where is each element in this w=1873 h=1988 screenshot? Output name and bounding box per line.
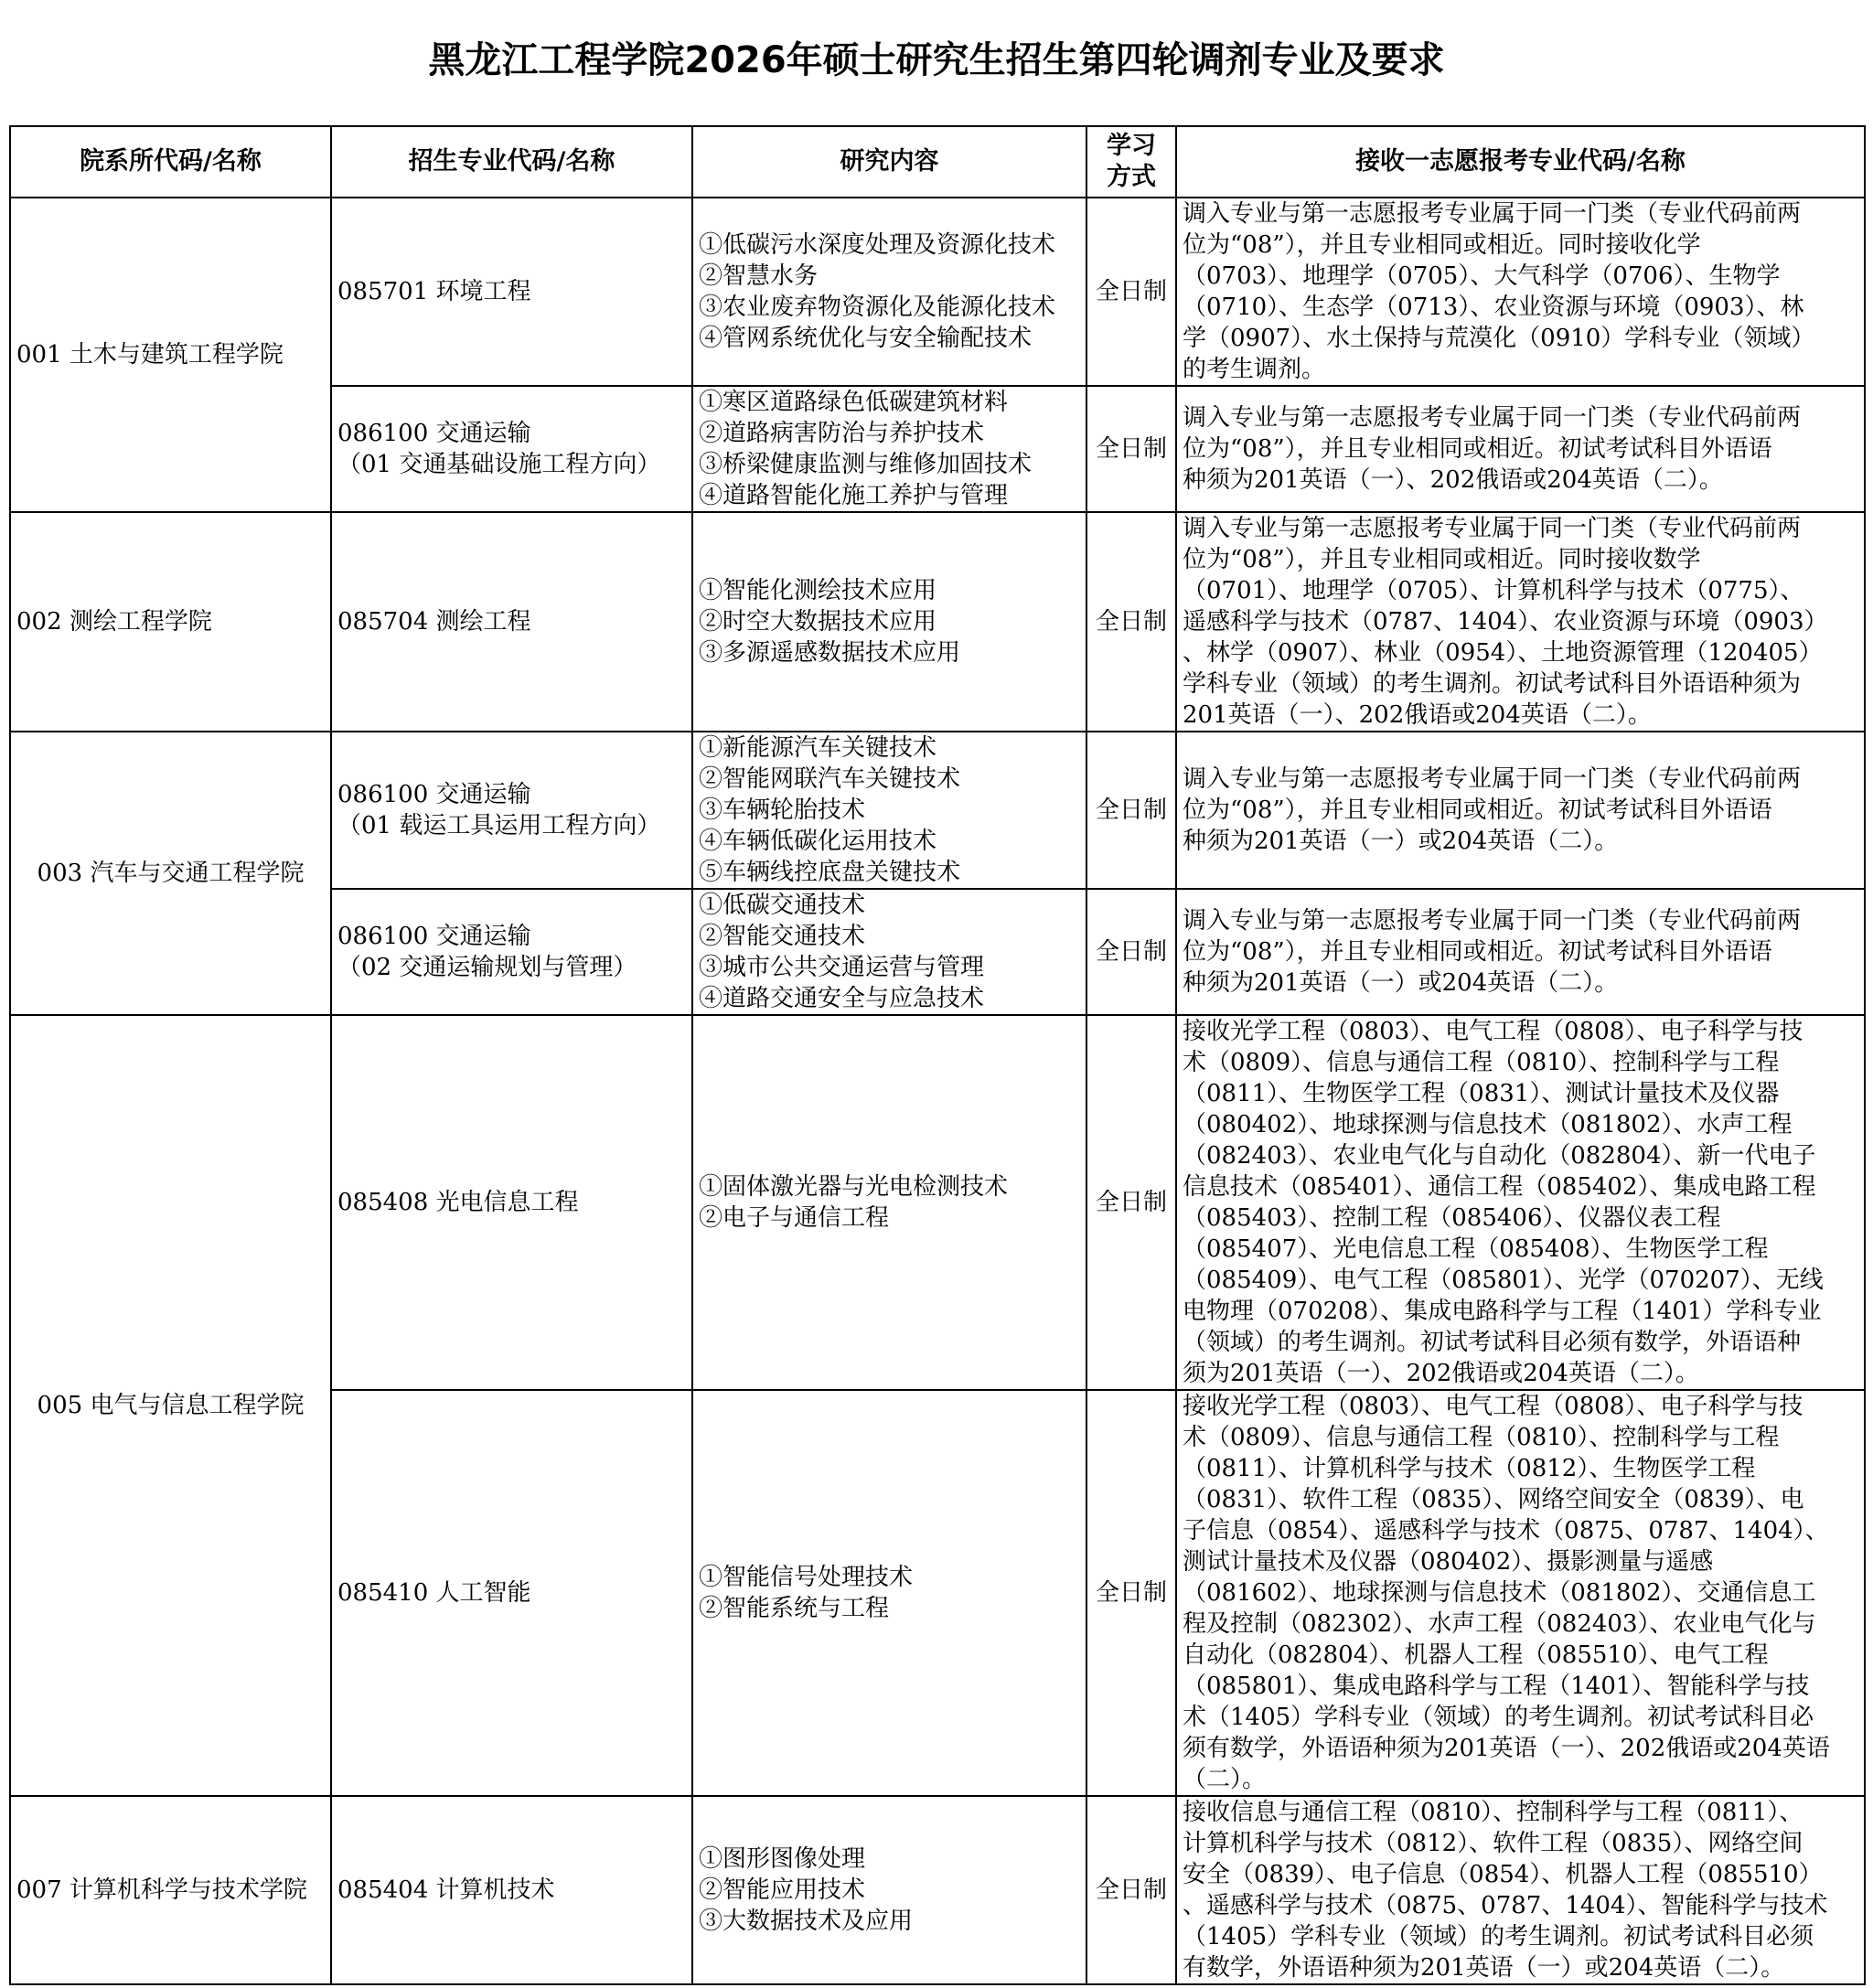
cell-line: ①低碳污水深度处理及资源化技术 <box>699 231 1056 259</box>
research-cell <box>692 889 1086 1015</box>
accept-cell <box>1176 512 1865 732</box>
cell-line: ③多源遥感数据技术应用 <box>699 639 961 667</box>
cell-line: （二）。 <box>1183 1766 1267 1793</box>
cell-line: 学科专业（领域）的考生调剂。初试考试科目外语语种须为 <box>1183 670 1802 698</box>
cell-line: 位为“08”），并且专业相同或相近。同时接收化学 <box>1183 231 1701 259</box>
cell-line: 调入专业与第一志愿报考专业属于同一门类（专业代码前两 <box>1183 907 1802 935</box>
cell-line: 调入专业与第一志愿报考专业属于同一门类（专业代码前两 <box>1183 404 1802 432</box>
cell-line: 术（0809）、信息与通信工程（0810）、控制科学与工程 <box>1183 1424 1780 1451</box>
research-cell <box>692 512 1086 732</box>
cell-line: （085403）、控制工程（085406）、仪器仪表工程 <box>1183 1204 1721 1232</box>
cell-line: 须为201英语（一）、202俄语或204英语（二）。 <box>1183 1360 1699 1387</box>
research-cell <box>692 1796 1086 1984</box>
cell-line: ③桥梁健康监测与维修加固技术 <box>699 451 1033 478</box>
accept-cell <box>1176 198 1865 386</box>
research-cell <box>692 732 1086 889</box>
header-study-mode: 学习 方式 <box>1086 126 1176 198</box>
study-mode-cell: 全日制 <box>1086 1015 1176 1390</box>
cell-line: 调入专业与第一志愿报考专业属于同一门类（专业代码前两 <box>1183 515 1802 542</box>
cell-line: ②智能网联汽车关键技术 <box>699 765 961 793</box>
accept-cell <box>1176 1015 1865 1390</box>
cell-line: （0710）、生态学（0713）、农业资源与环境（0903）、林 <box>1183 294 1804 321</box>
research-cell <box>692 1390 1086 1796</box>
table-header-row <box>10 126 1865 198</box>
cell-line: 学（0907）、水土保持与荒漠化（0910）学科专业（领域） <box>1183 325 1815 352</box>
cell-line: （01 交通基础设施工程方向） <box>337 451 661 478</box>
cell-line: 085408 光电信息工程 <box>337 1189 579 1216</box>
major-cell <box>331 512 692 732</box>
cell-line: 安全（0839）、电子信息（0854）、机器人工程（085510） <box>1183 1861 1823 1888</box>
accept-cell <box>1176 1796 1865 1984</box>
cell-line: 种须为201英语（一）或204英语（二）。 <box>1183 969 1619 997</box>
header-research: 研究内容 <box>692 126 1086 198</box>
cell-line: （081602）、地球探测与信息技术（081802）、交通信息工 <box>1183 1579 1816 1607</box>
major-cell <box>331 198 692 386</box>
cell-line: （0703）、地理学（0705）、大气科学（0706）、生物学 <box>1183 262 1781 290</box>
table-row <box>10 198 1865 386</box>
cell-line: （085801）、集成电路科学与工程（1401）、智能科学与技 <box>1183 1673 1810 1700</box>
cell-line: ①寒区道路绿色低碳建筑材料 <box>699 389 1009 416</box>
cell-line: 电物理（070208）、集成电路科学与工程（1401）学科专业 <box>1183 1298 1822 1325</box>
cell-line: （0831）、软件工程（0835）、网络空间安全（0839）、电 <box>1183 1486 1804 1513</box>
study-mode-cell: 全日制 <box>1086 386 1176 512</box>
adjustment-table <box>9 125 1866 1985</box>
cell-line: 位为“08”），并且专业相同或相近。同时接收数学 <box>1183 546 1701 573</box>
cell-line: ①新能源汽车关键技术 <box>699 734 937 762</box>
cell-line: （0811）、计算机科学与技术（0812）、生物医学工程 <box>1183 1455 1756 1482</box>
major-cell <box>331 1015 692 1390</box>
dept-cell: 003 汽车与交通工程学院 <box>10 732 331 1015</box>
cell-line: ③农业废弃物资源化及能源化技术 <box>699 294 1056 321</box>
cell-line: 085404 计算机技术 <box>337 1876 555 1904</box>
cell-line: （080402）、地球探测与信息技术（081802）、水声工程 <box>1183 1111 1793 1138</box>
cell-line: （082403）、农业电气化与自动化（082804）、新一代电子 <box>1183 1142 1816 1170</box>
cell-line: （1405）学科专业（领域）的考生调剂。初试考试科目必须 <box>1183 1923 1814 1951</box>
dept-cell: 007 计算机科学与技术学院 <box>10 1796 331 1984</box>
cell-line: 遥感科学与技术（0787、1404）、农业资源与环境（0903） <box>1183 608 1828 636</box>
cell-line: 信息技术（085401）、通信工程（085402）、集成电路工程 <box>1183 1173 1816 1201</box>
study-mode-cell: 全日制 <box>1086 889 1176 1015</box>
table-row <box>10 1015 1865 1390</box>
major-cell <box>331 889 692 1015</box>
cell-line: ②智慧水务 <box>699 262 819 290</box>
cell-line: 须有数学，外语语种须为201英语（一）、202俄语或204英语 <box>1183 1735 1830 1762</box>
dept-cell: 002 测绘工程学院 <box>10 512 331 732</box>
cell-line: 085410 人工智能 <box>337 1579 531 1607</box>
cell-line: ④车辆低碳化运用技术 <box>699 828 937 855</box>
cell-line: （085407）、光电信息工程（085408）、生物医学工程 <box>1183 1235 1769 1263</box>
cell-line: 、遥感科学与技术（0875、0787、1404）、智能科学与技术 <box>1183 1892 1828 1919</box>
cell-line: ①图形图像处理 <box>699 1845 866 1873</box>
research-cell <box>692 1015 1086 1390</box>
header-dept: 院系所代码/名称 <box>10 126 331 198</box>
cell-line: （02 交通运输规划与管理） <box>337 954 637 981</box>
cell-line: 种须为201英语（一）或204英语（二）。 <box>1183 828 1619 855</box>
major-cell <box>331 386 692 512</box>
cell-line: 接收信息与通信工程（0810）、控制科学与工程（0811）、 <box>1183 1799 1803 1826</box>
study-mode-cell: 全日制 <box>1086 512 1176 732</box>
cell-line: 086100 交通运输 <box>337 923 531 950</box>
study-mode-cell: 全日制 <box>1086 732 1176 889</box>
cell-line: 测试计量技术及仪器（080402）、摄影测量与遥感 <box>1183 1548 1714 1576</box>
cell-line: 位为“08”），并且专业相同或相近。初试考试科目外语语 <box>1183 435 1772 463</box>
cell-line: 自动化（082804）、机器人工程（085510）、电气工程 <box>1183 1641 1769 1669</box>
cell-line: （0811）、生物医学工程（0831）、测试计量技术及仪器 <box>1183 1080 1780 1107</box>
cell-line: 085701 环境工程 <box>337 278 531 305</box>
cell-line: 的考生调剂。 <box>1183 356 1326 383</box>
cell-line: 位为“08”），并且专业相同或相近。初试考试科目外语语 <box>1183 796 1772 824</box>
major-cell <box>331 1390 692 1796</box>
study-mode-cell: 全日制 <box>1086 198 1176 386</box>
cell-line: 086100 交通运输 <box>337 781 531 808</box>
cell-line: ③大数据技术及应用 <box>699 1908 914 1935</box>
cell-line: ①固体激光器与光电检测技术 <box>699 1173 1009 1201</box>
cell-line: ④管网系统优化与安全输配技术 <box>699 325 1033 352</box>
header-major: 招生专业代码/名称 <box>331 126 692 198</box>
study-mode-cell: 全日制 <box>1086 1390 1176 1796</box>
page-title: 黑龙江工程学院2026年硕士研究生招生第四轮调剂专业及要求 <box>428 39 1445 81</box>
cell-line: 接收光学工程（0803）、电气工程（0808）、电子科学与技 <box>1183 1393 1803 1420</box>
accept-cell <box>1176 732 1865 889</box>
cell-line: 调入专业与第一志愿报考专业属于同一门类（专业代码前两 <box>1183 200 1802 228</box>
research-cell <box>692 386 1086 512</box>
cell-line: ②时空大数据技术应用 <box>699 608 937 636</box>
cell-line: ④道路交通安全与应急技术 <box>699 985 985 1012</box>
cell-line: ①智能信号处理技术 <box>699 1564 914 1591</box>
major-cell <box>331 732 692 889</box>
table-row <box>10 1796 1865 1984</box>
cell-line: ①低碳交通技术 <box>699 892 866 919</box>
accept-cell <box>1176 889 1865 1015</box>
cell-line: 调入专业与第一志愿报考专业属于同一门类（专业代码前两 <box>1183 765 1802 793</box>
research-cell <box>692 198 1086 386</box>
study-mode-cell: 全日制 <box>1086 1796 1176 1984</box>
cell-line: ②智能交通技术 <box>699 923 866 950</box>
cell-line: ③车辆轮胎技术 <box>699 796 866 824</box>
cell-line: 086100 交通运输 <box>337 420 531 447</box>
cell-line: ②电子与通信工程 <box>699 1204 890 1232</box>
cell-line: 程及控制（082302）、水声工程（082403）、农业电气化与 <box>1183 1610 1816 1638</box>
major-cell <box>331 1796 692 1984</box>
cell-line: （领域）的考生调剂。初试考试科目必须有数学，外语语种 <box>1183 1329 1802 1356</box>
cell-line: 位为“08”），并且专业相同或相近。初试考试科目外语语 <box>1183 938 1772 966</box>
cell-line: ③城市公共交通运营与管理 <box>699 954 985 981</box>
cell-line: 术（1405）学科专业（领域）的考生调剂。初试考试科目必 <box>1183 1704 1814 1731</box>
cell-line: （085409）、电气工程（085801）、光学（070207）、无线 <box>1183 1267 1824 1294</box>
accept-cell <box>1176 386 1865 512</box>
header-accept: 接收一志愿报考专业代码/名称 <box>1176 126 1865 198</box>
cell-line: 201英语（一）、202俄语或204英语（二）。 <box>1183 701 1652 729</box>
cell-line: ①智能化测绘技术应用 <box>699 577 937 604</box>
table-row <box>10 732 1865 889</box>
cell-line: 085704 测绘工程 <box>337 608 531 636</box>
cell-line: ②道路病害防治与养护技术 <box>699 420 985 447</box>
cell-line: 有数学，外语语种须为201英语（一）或204英语（二）。 <box>1183 1954 1785 1982</box>
cell-line: （0701）、地理学（0705）、计算机科学与技术（0775）、 <box>1183 577 1804 604</box>
cell-line: 种须为201英语（一）、202俄语或204英语（二）。 <box>1183 466 1723 494</box>
cell-line: 子信息（0854）、遥感科学与技术（0875、0787、1404）、 <box>1183 1517 1829 1544</box>
cell-line: 术（0809）、信息与通信工程（0810）、控制科学与工程 <box>1183 1049 1780 1076</box>
dept-cell: 001 土木与建筑工程学院 <box>10 198 331 512</box>
cell-line: （01 载运工具运用工程方向） <box>337 812 661 839</box>
accept-cell <box>1176 1390 1865 1796</box>
cell-line: 接收光学工程（0803）、电气工程（0808）、电子科学与技 <box>1183 1018 1803 1045</box>
cell-line: ②智能系统与工程 <box>699 1595 890 1622</box>
cell-line: 、林学（0907）、林业（0954）、土地资源管理（120405） <box>1183 639 1823 667</box>
cell-line: ⑤车辆线控底盘关键技术 <box>699 859 961 886</box>
cell-line: ④道路智能化施工养护与管理 <box>699 482 1009 509</box>
cell-line: ②智能应用技术 <box>699 1876 866 1904</box>
table-row <box>10 512 1865 732</box>
dept-cell: 005 电气与信息工程学院 <box>10 1015 331 1796</box>
cell-line: 计算机科学与技术（0812）、软件工程（0835）、网络空间 <box>1183 1830 1803 1857</box>
